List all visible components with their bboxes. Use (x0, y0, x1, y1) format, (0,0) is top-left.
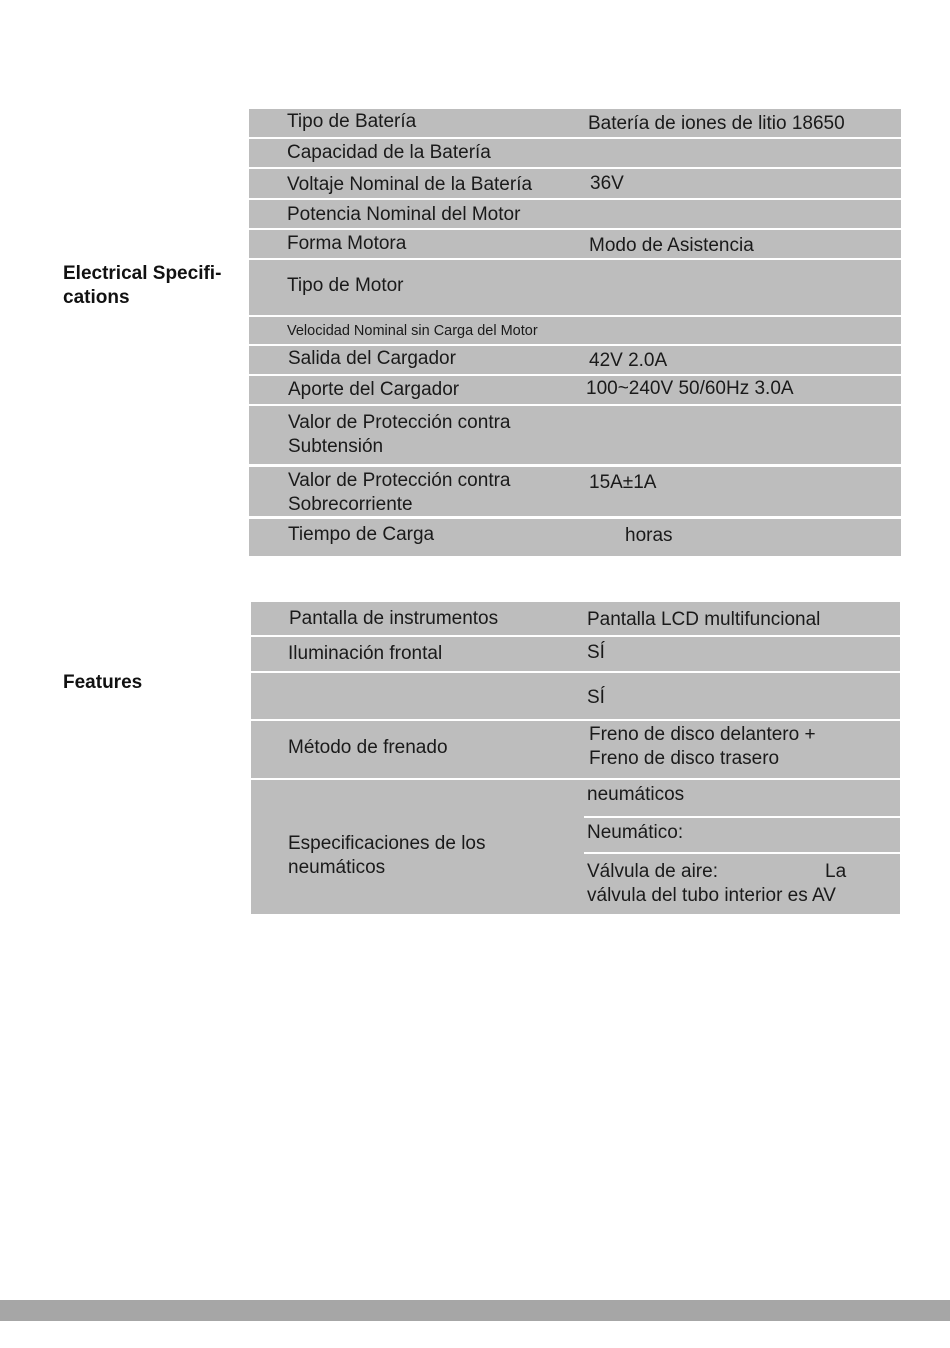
row-value: Freno de disco delantero + Freno de disco trasero (589, 724, 816, 769)
footer-bar (0, 1300, 950, 1321)
table-row (249, 169, 901, 198)
row-value: 15A±1A (589, 472, 657, 493)
row-label: Capacidad de la Batería (287, 142, 491, 163)
table-row (249, 230, 901, 258)
electrical-specs-table (249, 109, 901, 556)
table-row (249, 346, 901, 374)
row-label: Forma Motora (287, 233, 407, 254)
row-label: Tipo de Motor (287, 275, 404, 296)
row-value: horas (625, 525, 673, 546)
row-label: Aporte del Cargador (288, 379, 460, 400)
row-value: válvula del tubo interior es AV (587, 885, 836, 906)
row-value: Modo de Asistencia (589, 235, 754, 256)
table-row (249, 109, 901, 137)
section-label-features: Features (63, 672, 143, 693)
table-row (249, 376, 901, 404)
table-row (249, 406, 901, 464)
row-label: Velocidad Nominal sin Carga del Motor (287, 323, 538, 339)
row-value: Neumático: (587, 822, 684, 843)
row-label: Iluminación frontal (288, 643, 443, 664)
tire-spec-subrow (584, 818, 900, 852)
row-value: 100~240V 50/60Hz 3.0A (586, 378, 794, 399)
row-value: 36V (590, 173, 624, 194)
row-value: La (825, 861, 847, 882)
table-row (251, 637, 900, 671)
row-value: Válvula de aire: (587, 861, 718, 882)
row-value: SÍ (587, 687, 605, 708)
row-value: Batería de iones de litio 18650 (588, 113, 845, 134)
row-label: Tiempo de Carga (288, 524, 435, 545)
table-row (249, 139, 901, 167)
table-row (249, 200, 901, 228)
tire-spec-label-cell (251, 780, 584, 914)
section-label-electrical: Electrical Specifi- cations (63, 263, 222, 308)
row-label: Pantalla de instrumentos (289, 608, 499, 629)
row-label: Método de frenado (288, 737, 448, 758)
table-row (249, 317, 901, 344)
row-label: Valor de Protección contra Subtensión (288, 412, 511, 457)
table-row (249, 467, 901, 516)
features-table (251, 602, 900, 914)
row-label: Especificaciones de los neumáticos (288, 833, 486, 878)
row-label: Salida del Cargador (288, 348, 456, 369)
row-value: SÍ (587, 642, 605, 663)
table-row (251, 673, 900, 719)
row-label: Voltaje Nominal de la Batería (287, 174, 533, 195)
table-row (251, 602, 900, 635)
tire-spec-subrow (584, 854, 900, 914)
row-value: 42V 2.0A (589, 350, 668, 371)
row-label: Tipo de Batería (287, 111, 417, 132)
row-label: Potencia Nominal del Motor (287, 204, 521, 225)
table-row (249, 260, 901, 315)
row-label: Valor de Protección contra Sobrecorriente (288, 470, 511, 515)
row-value: Pantalla LCD multifuncional (587, 609, 821, 630)
table-row (251, 721, 900, 778)
row-value: neumáticos (587, 784, 685, 805)
table-row (249, 519, 901, 556)
tire-spec-subrow (584, 780, 900, 816)
